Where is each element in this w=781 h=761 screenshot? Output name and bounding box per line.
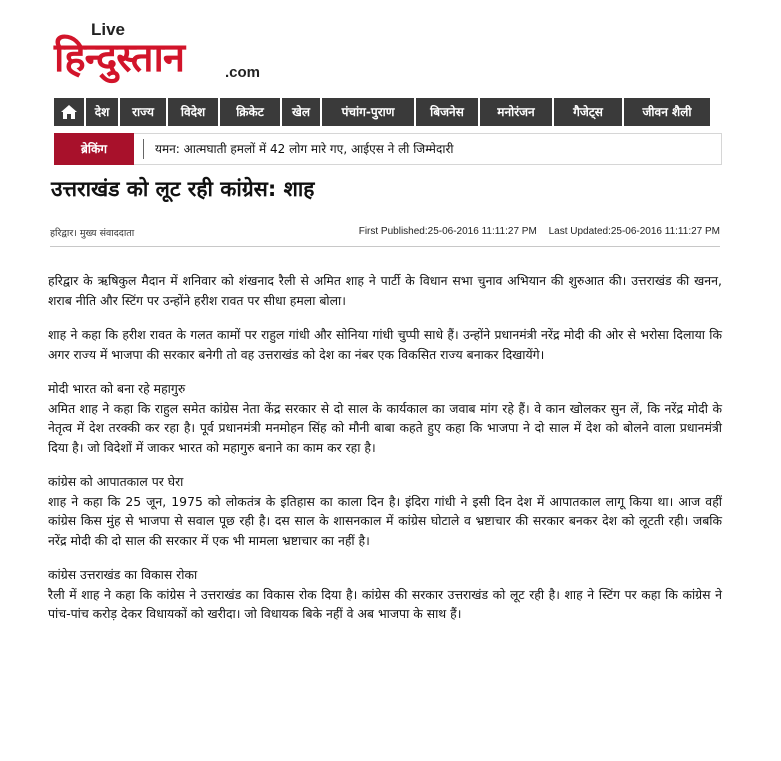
nav-home-button[interactable] bbox=[54, 98, 84, 126]
logo-live-text: Live bbox=[91, 20, 126, 39]
logo-dotcom-text: .com bbox=[225, 64, 261, 81]
first-published: First Published:25-06-2016 11:11:27 PM bbox=[358, 226, 537, 237]
nav-item-panchang[interactable]: पंचांग-पुराण bbox=[322, 98, 414, 126]
section-body: शाह ने कहा कि 25 जून, 1975 को लोकतंत्र के इतिहास का काला दिन है। इंदिरा गांधी ने इसी दिन देश में आपातकाल लागू किया था। आज वहीं कांग्रेस किस मुंह से भाजपा से सवाल पूछ रही है। दस साल के शासनकाल में कांग्रेस घोटाले व भ्रष्टाचार की सरकार बनकर देश को लूटती रही। जबकि नरेंद्र मोदी की दो साल की सरकार में एक भी मामला भ्रष्टाचार का नहीं है। bbox=[48, 493, 722, 548]
nav-item-business[interactable]: बिजनेस bbox=[416, 98, 478, 126]
article-headline: उत्तराखंड को लूट रही कांग्रेस: शाह bbox=[51, 177, 315, 201]
nav-item-gadgets[interactable]: गैजेट्स bbox=[554, 98, 622, 126]
nav-item-jeevan-shaili[interactable]: जीवन शैली bbox=[624, 98, 710, 126]
section-body: अमित शाह ने कहा कि राहुल समेत कांग्रेस नेता केंद्र सरकार से दो साल के कार्यकाल का जवाब मांग रहे हैं। वे कान खोलकर सुन लें, कि नरेंद्र मोदी के नेतृत्व में देश तरक्की कर रहा है। पूर्व प्रधानमंत्री मनमोहन सिंह को मौनी बाबा कहते हुए कहा कि भाजपा ने दो साल में देश को बोलने वाला प्रधानमंत्री दिया है। जो विदेशों में जाकर भारत को महागुरु बनाने का काम कर रहा है। bbox=[48, 400, 722, 455]
article-section bbox=[48, 565, 722, 624]
section-subhead: कांग्रेस उत्तराखंड का विकास रोका bbox=[48, 567, 198, 582]
article-paragraph: शाह ने कहा कि हरीश रावत के गलत कामों पर राहुल गांधी और सोनिया गांधी चुप्पी साधे हैं। उन्होंने प्रधानमंत्री नरेंद्र मोदी की ओर से भरोसा दिलाया कि अगर राज्य में भाजपा की सरकार बनेगी तो वह उत्तराखंड को देश का नंबर एक विकसित राज्य बनाकर दिखायेंगे। bbox=[48, 327, 722, 362]
section-subhead: मोदी भारत को बना रहे महागुरु bbox=[48, 381, 186, 396]
nav-item-khel[interactable]: खेल bbox=[282, 98, 320, 126]
home-icon bbox=[60, 104, 78, 120]
section-body: रैली में शाह ने कहा कि कांग्रेस ने उत्तराखंड का विकास रोक दिया है। कांग्रेस की सरकार उत्तराखंड को लूट रही है। शाह ने स्टिंग पर कहा कि कांग्रेस ने पांच-पांच करोड़ देकर विधायकों को खरीदा। जो विधायक बिके नहीं वे अब भाजपा के साथ हैं। bbox=[48, 586, 722, 621]
nav-item-rajya[interactable]: राज्य bbox=[120, 98, 166, 126]
breaking-label: ब्रेकिंग bbox=[54, 133, 134, 165]
article-section bbox=[48, 379, 722, 457]
breaking-news-link[interactable]: यमन: आत्मघाती हमलों में 42 लोग मारे गए, आईएस ने ली जिम्मेदारी bbox=[155, 142, 454, 156]
nav-item-cricket[interactable]: क्रिकेट bbox=[220, 98, 280, 126]
breaking-separator bbox=[143, 139, 144, 159]
article-byline: हरिद्वार। मुख्य संवाददाता bbox=[50, 228, 135, 239]
article-meta bbox=[50, 226, 720, 240]
article-body bbox=[48, 271, 722, 639]
nav-item-manoranjan[interactable]: मनोरंजन bbox=[480, 98, 552, 126]
meta-divider bbox=[50, 246, 720, 247]
article-paragraph: हरिद्वार के ऋषिकुल मैदान में शनिवार को शंखनाद रैली से अमित शाह ने पार्टी के विधान सभा चुनाव अभियान की शुरुआत की। उत्तराखंड की खनन, शराब नीति और स्टिंग पर उन्होंने हरीश रावत पर सीधा हमला बोला। bbox=[48, 273, 722, 308]
main-nav bbox=[54, 98, 730, 126]
article-section bbox=[48, 472, 722, 550]
site-logo[interactable] bbox=[54, 20, 284, 86]
nav-item-videsh[interactable]: विदेश bbox=[168, 98, 218, 126]
last-updated: Last Updated:25-06-2016 11:11:27 PM bbox=[548, 226, 720, 237]
nav-item-desh[interactable]: देश bbox=[86, 98, 118, 126]
article-dates bbox=[359, 226, 720, 237]
logo-brand-text: हिन्दुस्तान bbox=[54, 35, 185, 81]
breaking-news-bar bbox=[54, 133, 722, 165]
section-subhead: कांग्रेस को आपातकाल पर घेरा bbox=[48, 474, 184, 489]
